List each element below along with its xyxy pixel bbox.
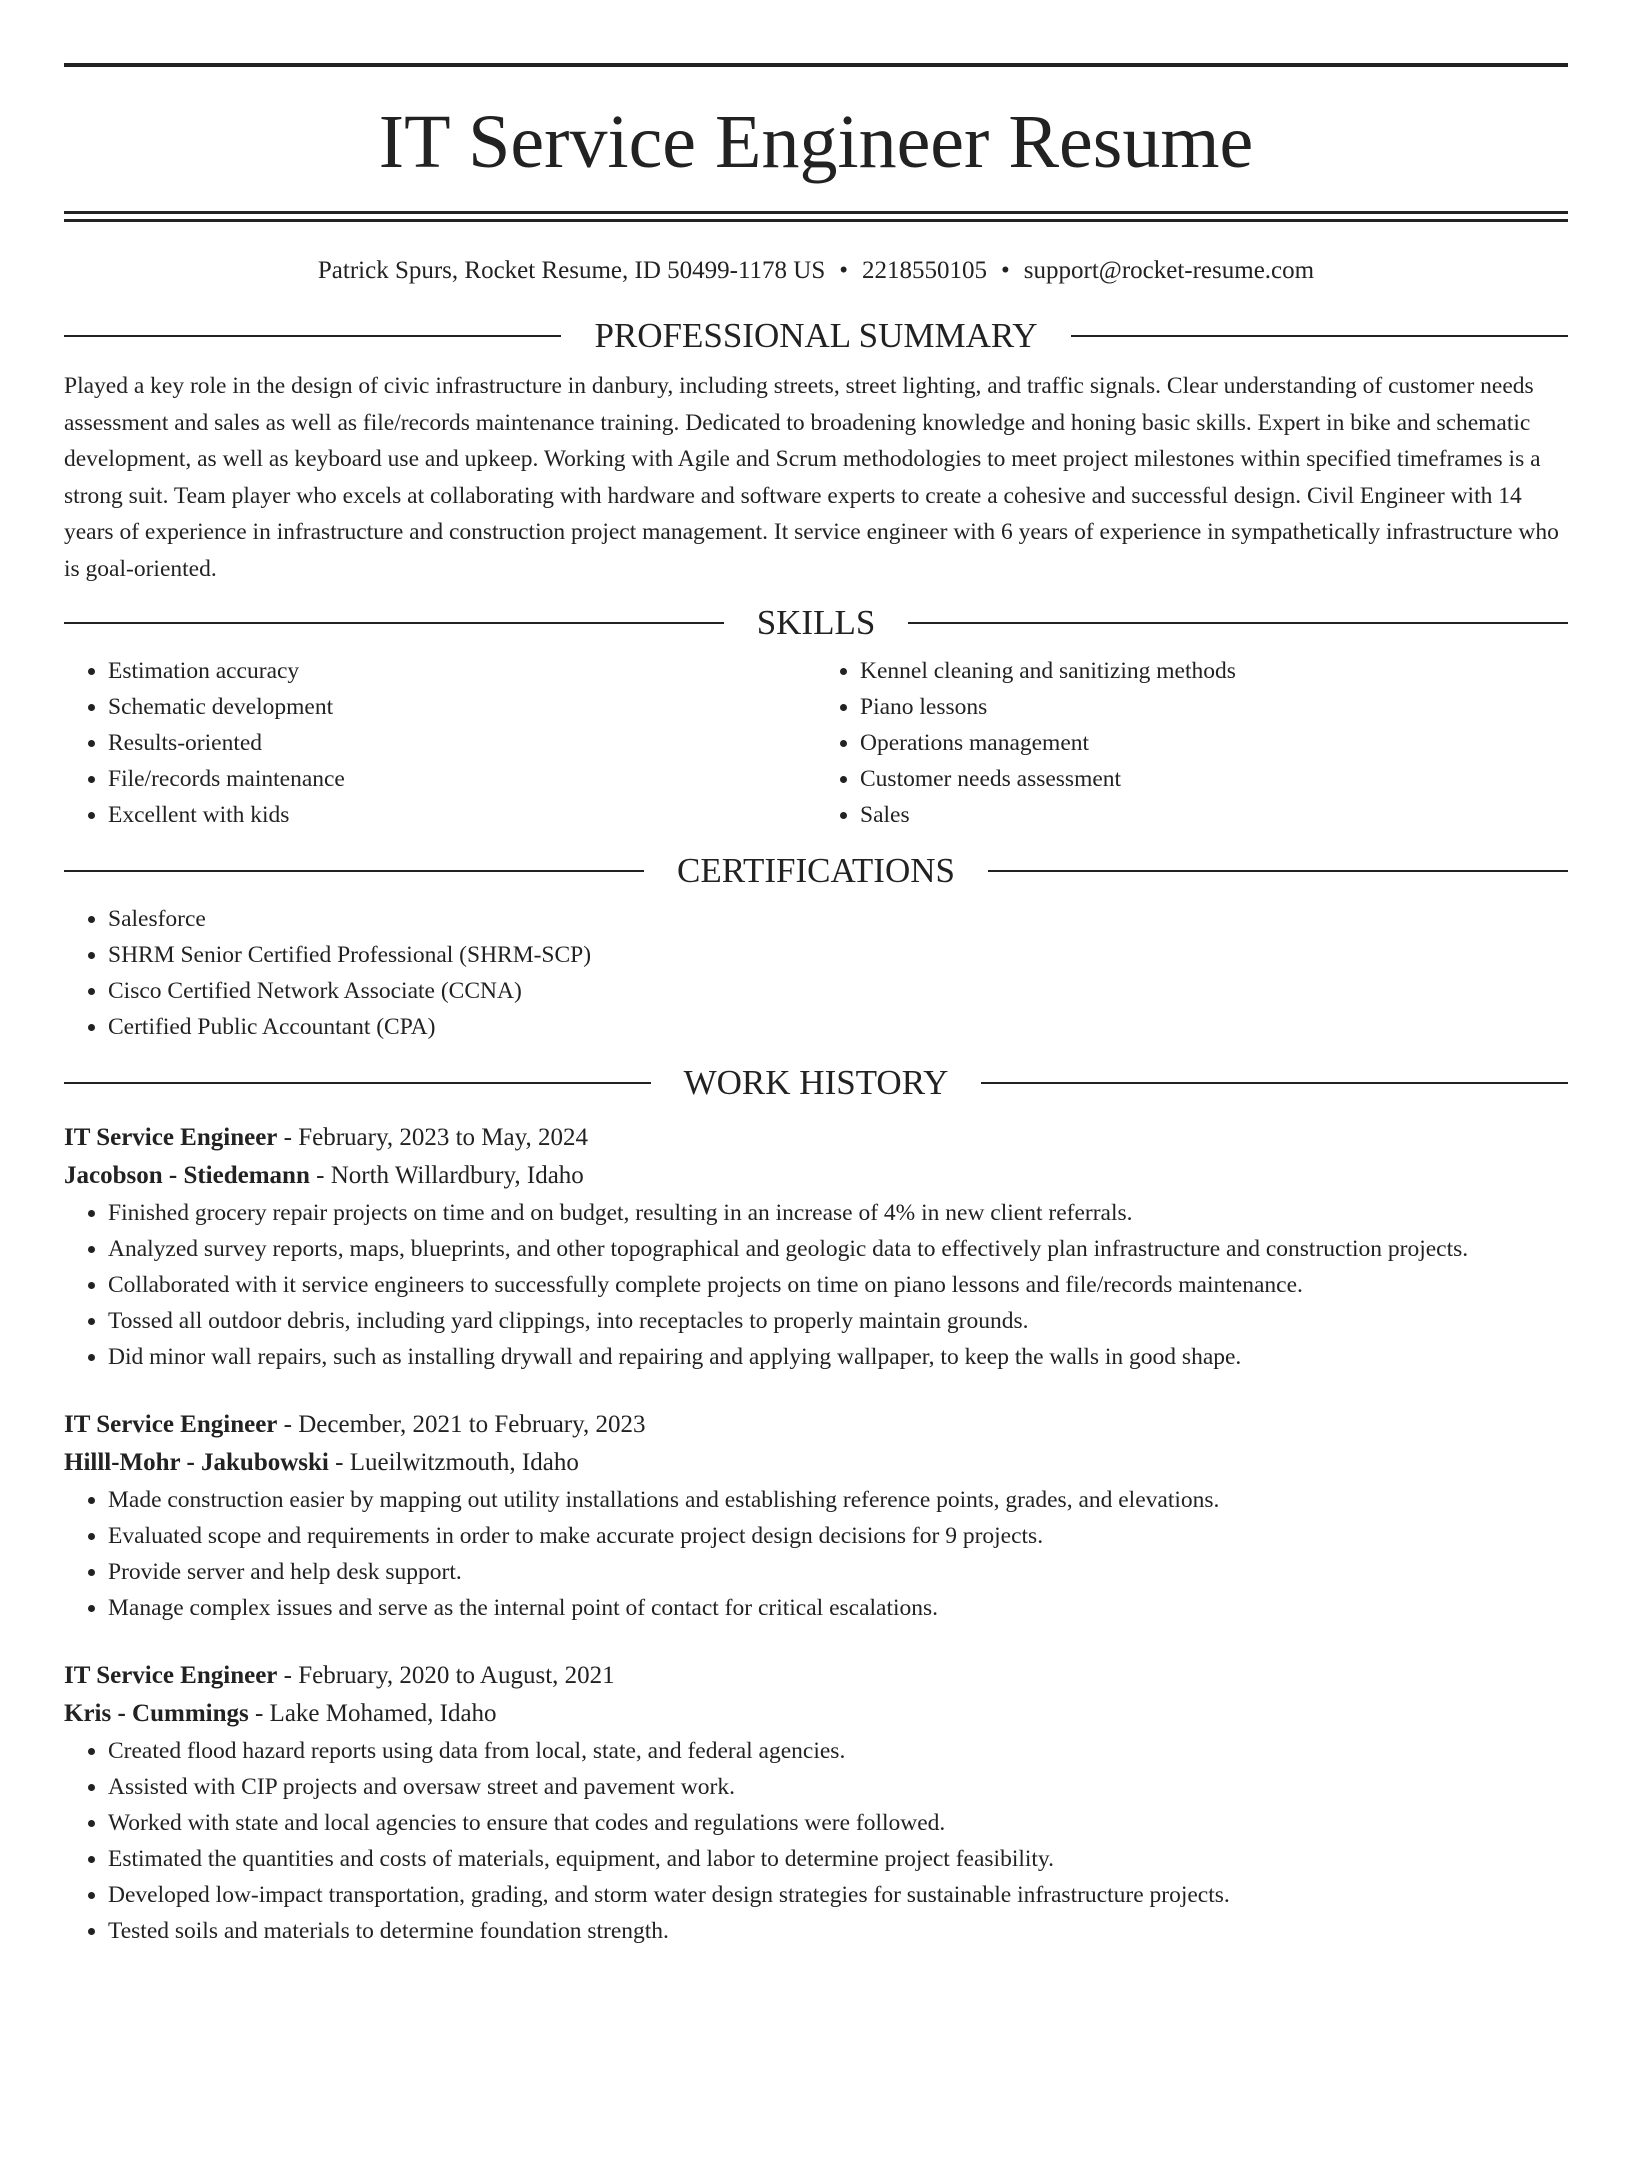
section-heading-skills <box>64 603 1568 643</box>
skills-list <box>64 653 1568 833</box>
job-company: Jacobson - Stiedemann <box>64 1162 310 1189</box>
resume-page <box>0 63 1632 2175</box>
skill-item: • Estimation accuracy <box>108 653 816 689</box>
skill-item: • Schematic development <box>108 689 816 725</box>
job-title: IT Service Engineer <box>64 1411 278 1438</box>
contact-email: support@rocket-resume.com <box>1023 257 1315 284</box>
job-title-line <box>64 1406 1568 1444</box>
certification-item: • Salesforce <box>108 901 1568 937</box>
job-bullet: • Estimated the quantities and costs of materials, equipment, and labor to determine project feasibility. <box>108 1841 1568 1877</box>
section-heading-label: CERTIFICATIONS <box>677 851 955 890</box>
job-bullet: • Did minor wall repairs, such as installing drywall and repairing and applying wallpaper, to keep the walls in good shape. <box>108 1339 1568 1375</box>
contact-separator: • <box>839 257 849 284</box>
job-title: IT Service Engineer <box>64 1124 278 1151</box>
skill-item: • Operations management <box>860 725 1568 761</box>
resume-title: IT Service Engineer Resume <box>378 100 1254 184</box>
job-bullet: • Analyzed survey reports, maps, blueprints, and other topographical and geologic data to effectively plan infrastructure and construction projects. <box>108 1231 1568 1267</box>
contact-line <box>64 256 1568 286</box>
job-bullet: • Manage complex issues and serve as the internal point of contact for critical escalations. <box>108 1590 1568 1626</box>
job-location: - North Willardbury, Idaho <box>309 1162 584 1189</box>
contact-address: Patrick Spurs, Rocket Resume, ID 50499-1178 US <box>317 257 826 284</box>
certification-item: • Certified Public Accountant (CPA) <box>108 1009 1568 1045</box>
job-entry <box>64 1657 1568 1949</box>
header-top-rule <box>64 63 1568 67</box>
job-entry <box>64 1406 1568 1626</box>
skill-item: • Sales <box>860 797 1568 833</box>
job-bullet: • Developed low-impact transportation, grading, and storm water design strategies for sustainable infrastructure projects. <box>108 1877 1568 1913</box>
job-bullet: • Finished grocery repair projects on time and on budget, resulting in an increase of 4% in new client referrals. <box>108 1195 1568 1231</box>
heading-rule-left <box>64 870 644 872</box>
job-company: Hilll-Mohr - Jakubowski <box>64 1449 329 1476</box>
job-company: Kris - Cummings <box>64 1700 249 1727</box>
job-bullet: • Collaborated with it service engineers to successfully complete projects on time on piano lessons and file/records maintenance. <box>108 1267 1568 1303</box>
job-bullet: • Tested soils and materials to determine foundation strength. <box>108 1913 1568 1949</box>
job-dates: - February, 2023 to May, 2024 <box>277 1124 589 1151</box>
skills-column-right <box>816 653 1568 833</box>
job-bullet: • Tossed all outdoor debris, including yard clippings, into receptacles to properly maintain grounds. <box>108 1303 1568 1339</box>
job-company-line <box>64 1695 1568 1733</box>
section-heading-summary <box>64 316 1568 356</box>
job-dates: - December, 2021 to February, 2023 <box>277 1411 646 1438</box>
header-double-rule <box>64 211 1568 222</box>
job-bullet: • Worked with state and local agencies to ensure that codes and regulations were followed. <box>108 1805 1568 1841</box>
job-bullet: • Made construction easier by mapping out utility installations and establishing reference points, grades, and elevations. <box>108 1482 1568 1518</box>
skills-column-left <box>64 653 816 833</box>
certification-item: • Cisco Certified Network Associate (CCNA) <box>108 973 1568 1009</box>
heading-rule-right <box>908 622 1568 624</box>
job-bullet: • Provide server and help desk support. <box>108 1554 1568 1590</box>
section-heading-label: PROFESSIONAL SUMMARY <box>594 316 1038 355</box>
section-heading-label: SKILLS <box>756 603 876 642</box>
skill-item: • File/records maintenance <box>108 761 816 797</box>
heading-rule-right <box>988 870 1568 872</box>
job-bullet: • Assisted with CIP projects and oversaw street and pavement work. <box>108 1769 1568 1805</box>
section-heading-certifications <box>64 851 1568 891</box>
job-dates: - February, 2020 to August, 2021 <box>277 1662 615 1689</box>
job-location: - Lake Mohamed, Idaho <box>248 1700 497 1727</box>
skill-item: • Excellent with kids <box>108 797 816 833</box>
section-heading-work-history <box>64 1063 1568 1103</box>
certifications-list <box>64 901 1568 1045</box>
job-bullets <box>64 1195 1568 1375</box>
contact-phone: 2218550105 <box>862 257 988 284</box>
heading-rule-left <box>64 1082 651 1084</box>
job-location: - Lueilwitzmouth, Idaho <box>328 1449 579 1476</box>
job-company-line <box>64 1444 1568 1482</box>
skill-item: • Kennel cleaning and sanitizing methods <box>860 653 1568 689</box>
contact-separator: • <box>1001 257 1010 284</box>
professional-summary: Played a key role in the design of civic infrastructure in danbury, including streets, street lighting, and traffic signals. Clear understanding of customer needs assessment and sales as well as file/records maintenance training. Dedicated to broadening knowledge and honing basic skills. Expert in bike and schematic development, as well as keyboard use and upkeep. Working with Agile and Scrum methodologies to meet project milestones within specified timeframes is a strong suit. Team player who excels at collaborating with hardware and software experts to create a cohesive and successful design. Civil Engineer with 14 years of experience in infrastructure and construction project management. It service engineer with 6 years of experience in sympathetically infrastructure who is goal-oriented. <box>64 373 1559 582</box>
section-heading-label: WORK HISTORY <box>683 1063 949 1102</box>
job-title-line <box>64 1119 1568 1157</box>
heading-rule-left <box>64 622 724 624</box>
certification-item: • SHRM Senior Certified Professional (SHRM-SCP) <box>108 937 1568 973</box>
job-bullet: • Evaluated scope and requirements in order to make accurate project design decisions for 9 projects. <box>108 1518 1568 1554</box>
job-title: IT Service Engineer <box>64 1662 278 1689</box>
skill-item: • Piano lessons <box>860 689 1568 725</box>
job-entry <box>64 1119 1568 1375</box>
heading-rule-right <box>981 1082 1568 1084</box>
job-title-line <box>64 1657 1568 1695</box>
job-bullets <box>64 1482 1568 1626</box>
heading-rule-right <box>1071 335 1568 337</box>
job-bullet: • Created flood hazard reports using data from local, state, and federal agencies. <box>108 1733 1568 1769</box>
job-company-line <box>64 1157 1568 1195</box>
heading-rule-left <box>64 335 561 337</box>
job-bullets <box>64 1733 1568 1949</box>
skill-item: • Results-oriented <box>108 725 816 761</box>
skill-item: • Customer needs assessment <box>860 761 1568 797</box>
